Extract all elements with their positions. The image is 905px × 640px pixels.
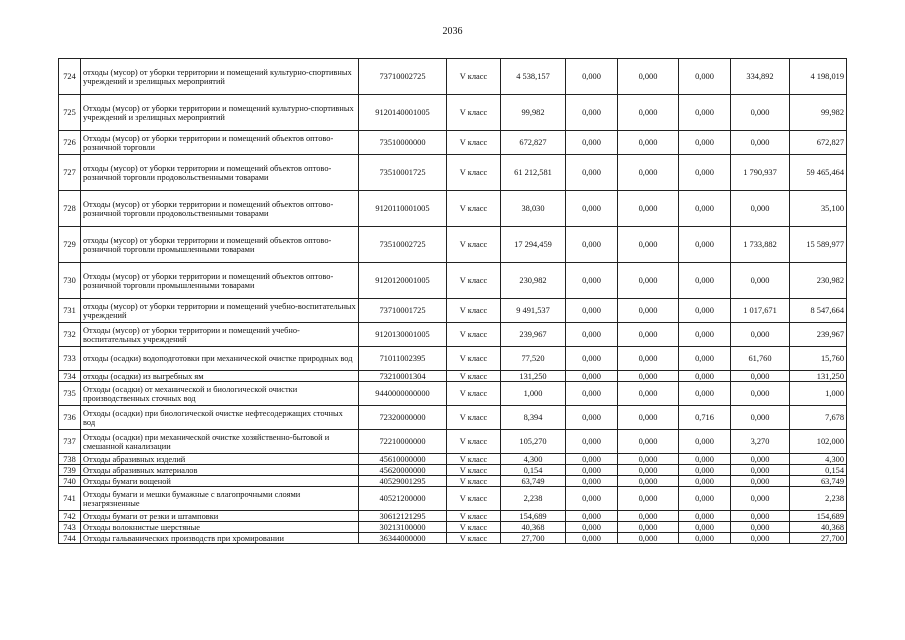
table-row (59, 476, 847, 487)
value-col-2: 0,000 (566, 227, 618, 263)
value-total: 0,154 (501, 465, 566, 476)
value-total: 8,394 (501, 406, 566, 430)
value-col-5: 61,760 (731, 347, 790, 371)
value-total: 9 491,537 (501, 299, 566, 323)
hazard-class: V класс (447, 476, 501, 487)
row-number: 726 (59, 131, 81, 155)
waste-code: 36344000000 (359, 533, 447, 544)
value-col-6: 131,250 (790, 371, 847, 382)
table-row (59, 323, 847, 347)
value-col-6: 8 547,664 (790, 299, 847, 323)
value-total: 131,250 (501, 371, 566, 382)
value-col-4: 0,000 (679, 227, 731, 263)
value-col-4: 0,000 (679, 323, 731, 347)
value-col-2: 0,000 (566, 454, 618, 465)
value-col-5: 0,000 (731, 382, 790, 406)
hazard-class: V класс (447, 487, 501, 511)
waste-code: 73510002725 (359, 227, 447, 263)
value-col-6: 1,000 (790, 382, 847, 406)
value-col-3: 0,000 (618, 476, 679, 487)
value-col-6: 7,678 (790, 406, 847, 430)
table-row (59, 131, 847, 155)
waste-name: Отходы (мусор) от уборки территории и помещений учебно-воспитательных учреждений (81, 323, 359, 347)
waste-table (58, 58, 847, 544)
value-col-5: 3,270 (731, 430, 790, 454)
value-col-3: 0,000 (618, 371, 679, 382)
value-col-5: 0,000 (731, 323, 790, 347)
hazard-class: V класс (447, 465, 501, 476)
value-col-2: 0,000 (566, 476, 618, 487)
value-col-3: 0,000 (618, 487, 679, 511)
value-col-4: 0,000 (679, 487, 731, 511)
waste-name: Отходы (осадки) от механической и биологической очистки производственных сточных вод (81, 382, 359, 406)
value-total: 2,238 (501, 487, 566, 511)
value-col-6: 0,154 (790, 465, 847, 476)
value-col-4: 0,000 (679, 430, 731, 454)
value-col-2: 0,000 (566, 533, 618, 544)
row-number: 727 (59, 155, 81, 191)
table-row (59, 155, 847, 191)
table-row (59, 347, 847, 371)
value-col-2: 0,000 (566, 95, 618, 131)
waste-name: Отходы гальванических производств при хромировании (81, 533, 359, 544)
value-total: 1,000 (501, 382, 566, 406)
value-col-4: 0,000 (679, 511, 731, 522)
value-col-2: 0,000 (566, 323, 618, 347)
value-col-4: 0,000 (679, 347, 731, 371)
hazard-class: V класс (447, 227, 501, 263)
value-col-4: 0,000 (679, 522, 731, 533)
value-col-6: 102,000 (790, 430, 847, 454)
waste-name: Отходы (мусор) от уборки территории и помещений объектов оптово-розничной торговли промышленными товарами (81, 263, 359, 299)
value-col-2: 0,000 (566, 155, 618, 191)
waste-name: Отходы (мусор) от уборки территории и помещений культурно-спортивных учреждений и зрелищных мероприятий (81, 95, 359, 131)
value-col-3: 0,000 (618, 95, 679, 131)
value-col-5: 1 790,937 (731, 155, 790, 191)
value-col-4: 0,000 (679, 59, 731, 95)
value-col-4: 0,716 (679, 406, 731, 430)
value-col-6: 40,368 (790, 522, 847, 533)
table-row (59, 299, 847, 323)
row-number: 742 (59, 511, 81, 522)
hazard-class: V класс (447, 155, 501, 191)
value-col-2: 0,000 (566, 487, 618, 511)
value-col-3: 0,000 (618, 347, 679, 371)
waste-name: Отходы волокнистые шерстяные (81, 522, 359, 533)
value-col-3: 0,000 (618, 59, 679, 95)
value-total: 63,749 (501, 476, 566, 487)
waste-code: 30213100000 (359, 522, 447, 533)
value-col-2: 0,000 (566, 406, 618, 430)
table-body (59, 59, 847, 544)
waste-name: Отходы абразивных материалов (81, 465, 359, 476)
value-col-3: 0,000 (618, 533, 679, 544)
value-total: 672,827 (501, 131, 566, 155)
waste-name: Отходы (осадки) при биологической очистке нефтесодержащих сточных вод (81, 406, 359, 430)
value-total: 99,982 (501, 95, 566, 131)
value-col-3: 0,000 (618, 155, 679, 191)
row-number: 737 (59, 430, 81, 454)
value-col-4: 0,000 (679, 371, 731, 382)
hazard-class: V класс (447, 131, 501, 155)
hazard-class: V класс (447, 299, 501, 323)
value-total: 17 294,459 (501, 227, 566, 263)
value-col-2: 0,000 (566, 430, 618, 454)
hazard-class: V класс (447, 191, 501, 227)
hazard-class: V класс (447, 454, 501, 465)
value-col-5: 0,000 (731, 131, 790, 155)
value-col-3: 0,000 (618, 406, 679, 430)
value-col-3: 0,000 (618, 131, 679, 155)
row-number: 729 (59, 227, 81, 263)
value-col-6: 99,982 (790, 95, 847, 131)
table-row (59, 406, 847, 430)
waste-code: 30612121295 (359, 511, 447, 522)
value-col-6: 2,238 (790, 487, 847, 511)
waste-code: 9440000000000 (359, 382, 447, 406)
value-col-3: 0,000 (618, 465, 679, 476)
value-col-2: 0,000 (566, 347, 618, 371)
waste-code: 71011002395 (359, 347, 447, 371)
value-col-5: 0,000 (731, 95, 790, 131)
value-col-4: 0,000 (679, 476, 731, 487)
row-number: 731 (59, 299, 81, 323)
waste-code: 73210001304 (359, 371, 447, 382)
value-total: 61 212,581 (501, 155, 566, 191)
value-col-3: 0,000 (618, 522, 679, 533)
row-number: 743 (59, 522, 81, 533)
table-row (59, 191, 847, 227)
value-col-4: 0,000 (679, 299, 731, 323)
waste-code: 73510000000 (359, 131, 447, 155)
value-total: 239,967 (501, 323, 566, 347)
value-col-5: 0,000 (731, 476, 790, 487)
value-col-3: 0,000 (618, 454, 679, 465)
value-col-2: 0,000 (566, 522, 618, 533)
value-col-3: 0,000 (618, 511, 679, 522)
waste-code: 73510001725 (359, 155, 447, 191)
value-col-5: 0,000 (731, 511, 790, 522)
row-number: 741 (59, 487, 81, 511)
value-col-5: 0,000 (731, 191, 790, 227)
value-total: 27,700 (501, 533, 566, 544)
value-col-5: 1 733,882 (731, 227, 790, 263)
value-col-2: 0,000 (566, 382, 618, 406)
value-col-5: 0,000 (731, 371, 790, 382)
row-number: 725 (59, 95, 81, 131)
value-col-4: 0,000 (679, 155, 731, 191)
value-col-4: 0,000 (679, 263, 731, 299)
waste-name: отходы (мусор) от уборки территории и помещений культурно-спортивных учреждений и зрелищных мероприятий (81, 59, 359, 95)
value-col-5: 1 017,671 (731, 299, 790, 323)
waste-code: 72210000000 (359, 430, 447, 454)
hazard-class: V класс (447, 59, 501, 95)
value-col-6: 230,982 (790, 263, 847, 299)
row-number: 738 (59, 454, 81, 465)
table-row (59, 430, 847, 454)
table-row (59, 533, 847, 544)
value-col-2: 0,000 (566, 465, 618, 476)
hazard-class: V класс (447, 511, 501, 522)
row-number: 735 (59, 382, 81, 406)
value-col-4: 0,000 (679, 191, 731, 227)
waste-code: 45610000000 (359, 454, 447, 465)
value-col-6: 4,300 (790, 454, 847, 465)
value-col-3: 0,000 (618, 299, 679, 323)
value-col-3: 0,000 (618, 191, 679, 227)
waste-name: отходы (мусор) от уборки территории и помещений объектов оптово-розничной торговли промышленными товарами (81, 227, 359, 263)
value-col-6: 672,827 (790, 131, 847, 155)
value-col-2: 0,000 (566, 131, 618, 155)
value-total: 77,520 (501, 347, 566, 371)
value-col-4: 0,000 (679, 382, 731, 406)
value-col-4: 0,000 (679, 131, 731, 155)
value-col-2: 0,000 (566, 299, 618, 323)
hazard-class: V класс (447, 347, 501, 371)
value-total: 38,030 (501, 191, 566, 227)
waste-code: 73710001725 (359, 299, 447, 323)
waste-name: Отходы бумаги и мешки бумажные с влагопрочными слоями незагрязненные (81, 487, 359, 511)
hazard-class: V класс (447, 533, 501, 544)
waste-code: 9120130001005 (359, 323, 447, 347)
value-col-6: 4 198,019 (790, 59, 847, 95)
hazard-class: V класс (447, 522, 501, 533)
value-col-5: 334,892 (731, 59, 790, 95)
page-number: 2036 (442, 26, 463, 37)
value-total: 40,368 (501, 522, 566, 533)
value-col-3: 0,000 (618, 323, 679, 347)
row-number: 728 (59, 191, 81, 227)
waste-name: отходы (осадки) из выгребных ям (81, 371, 359, 382)
value-col-2: 0,000 (566, 263, 618, 299)
table-row (59, 371, 847, 382)
value-total: 4 538,157 (501, 59, 566, 95)
value-col-6: 59 465,464 (790, 155, 847, 191)
value-total: 105,270 (501, 430, 566, 454)
waste-code: 40529001295 (359, 476, 447, 487)
table-row (59, 522, 847, 533)
row-number: 736 (59, 406, 81, 430)
value-col-4: 0,000 (679, 454, 731, 465)
value-col-2: 0,000 (566, 59, 618, 95)
value-total: 4,300 (501, 454, 566, 465)
hazard-class: V класс (447, 263, 501, 299)
hazard-class: V класс (447, 430, 501, 454)
value-col-6: 63,749 (790, 476, 847, 487)
value-col-5: 0,000 (731, 406, 790, 430)
waste-code: 9120140001005 (359, 95, 447, 131)
waste-code: 40521200000 (359, 487, 447, 511)
waste-name: отходы (осадки) водоподготовки при механической очистке природных вод (81, 347, 359, 371)
value-col-5: 0,000 (731, 522, 790, 533)
value-total: 154,689 (501, 511, 566, 522)
row-number: 733 (59, 347, 81, 371)
waste-name: Отходы бумаги от резки и штамповки (81, 511, 359, 522)
value-col-5: 0,000 (731, 487, 790, 511)
value-col-3: 0,000 (618, 382, 679, 406)
value-col-6: 15 589,977 (790, 227, 847, 263)
table-row (59, 382, 847, 406)
value-col-2: 0,000 (566, 191, 618, 227)
row-number: 739 (59, 465, 81, 476)
value-col-4: 0,000 (679, 95, 731, 131)
value-col-4: 0,000 (679, 465, 731, 476)
value-col-5: 0,000 (731, 454, 790, 465)
table-row (59, 465, 847, 476)
table-row (59, 59, 847, 95)
waste-name: Отходы бумаги вощеной (81, 476, 359, 487)
row-number: 734 (59, 371, 81, 382)
hazard-class: V класс (447, 323, 501, 347)
waste-name: Отходы абразивных изделий (81, 454, 359, 465)
row-number: 730 (59, 263, 81, 299)
table-row (59, 95, 847, 131)
value-col-6: 35,100 (790, 191, 847, 227)
waste-name: отходы (мусор) от уборки территории и помещений учебно-воспитательных учреждений (81, 299, 359, 323)
waste-code: 72320000000 (359, 406, 447, 430)
value-col-6: 154,689 (790, 511, 847, 522)
table-row (59, 454, 847, 465)
row-number: 740 (59, 476, 81, 487)
hazard-class: V класс (447, 95, 501, 131)
value-col-2: 0,000 (566, 371, 618, 382)
table-row (59, 487, 847, 511)
table-row (59, 263, 847, 299)
waste-name: Отходы (мусор) от уборки территории и помещений объектов оптово-розничной торговли (81, 131, 359, 155)
value-total: 230,982 (501, 263, 566, 299)
waste-name: Отходы (осадки) при механической очистке хозяйственно-бытовой и смешанной канализации (81, 430, 359, 454)
waste-code: 73710002725 (359, 59, 447, 95)
value-col-5: 0,000 (731, 533, 790, 544)
value-col-6: 239,967 (790, 323, 847, 347)
table-row (59, 227, 847, 263)
value-col-5: 0,000 (731, 263, 790, 299)
row-number: 732 (59, 323, 81, 347)
value-col-2: 0,000 (566, 511, 618, 522)
waste-code: 9120120001005 (359, 263, 447, 299)
row-number: 744 (59, 533, 81, 544)
waste-name: Отходы (мусор) от уборки территории и помещений объектов оптово-розничной торговли продовольственными товарами (81, 191, 359, 227)
value-col-6: 15,760 (790, 347, 847, 371)
value-col-3: 0,000 (618, 430, 679, 454)
value-col-4: 0,000 (679, 533, 731, 544)
value-col-6: 27,700 (790, 533, 847, 544)
value-col-3: 0,000 (618, 263, 679, 299)
value-col-5: 0,000 (731, 465, 790, 476)
row-number: 724 (59, 59, 81, 95)
waste-code: 9120110001005 (359, 191, 447, 227)
waste-code: 45620000000 (359, 465, 447, 476)
hazard-class: V класс (447, 382, 501, 406)
hazard-class: V класс (447, 406, 501, 430)
table-row (59, 511, 847, 522)
waste-name: отходы (мусор) от уборки территории и помещений объектов оптово-розничной торговли продовольственными товарами (81, 155, 359, 191)
value-col-3: 0,000 (618, 227, 679, 263)
hazard-class: V класс (447, 371, 501, 382)
